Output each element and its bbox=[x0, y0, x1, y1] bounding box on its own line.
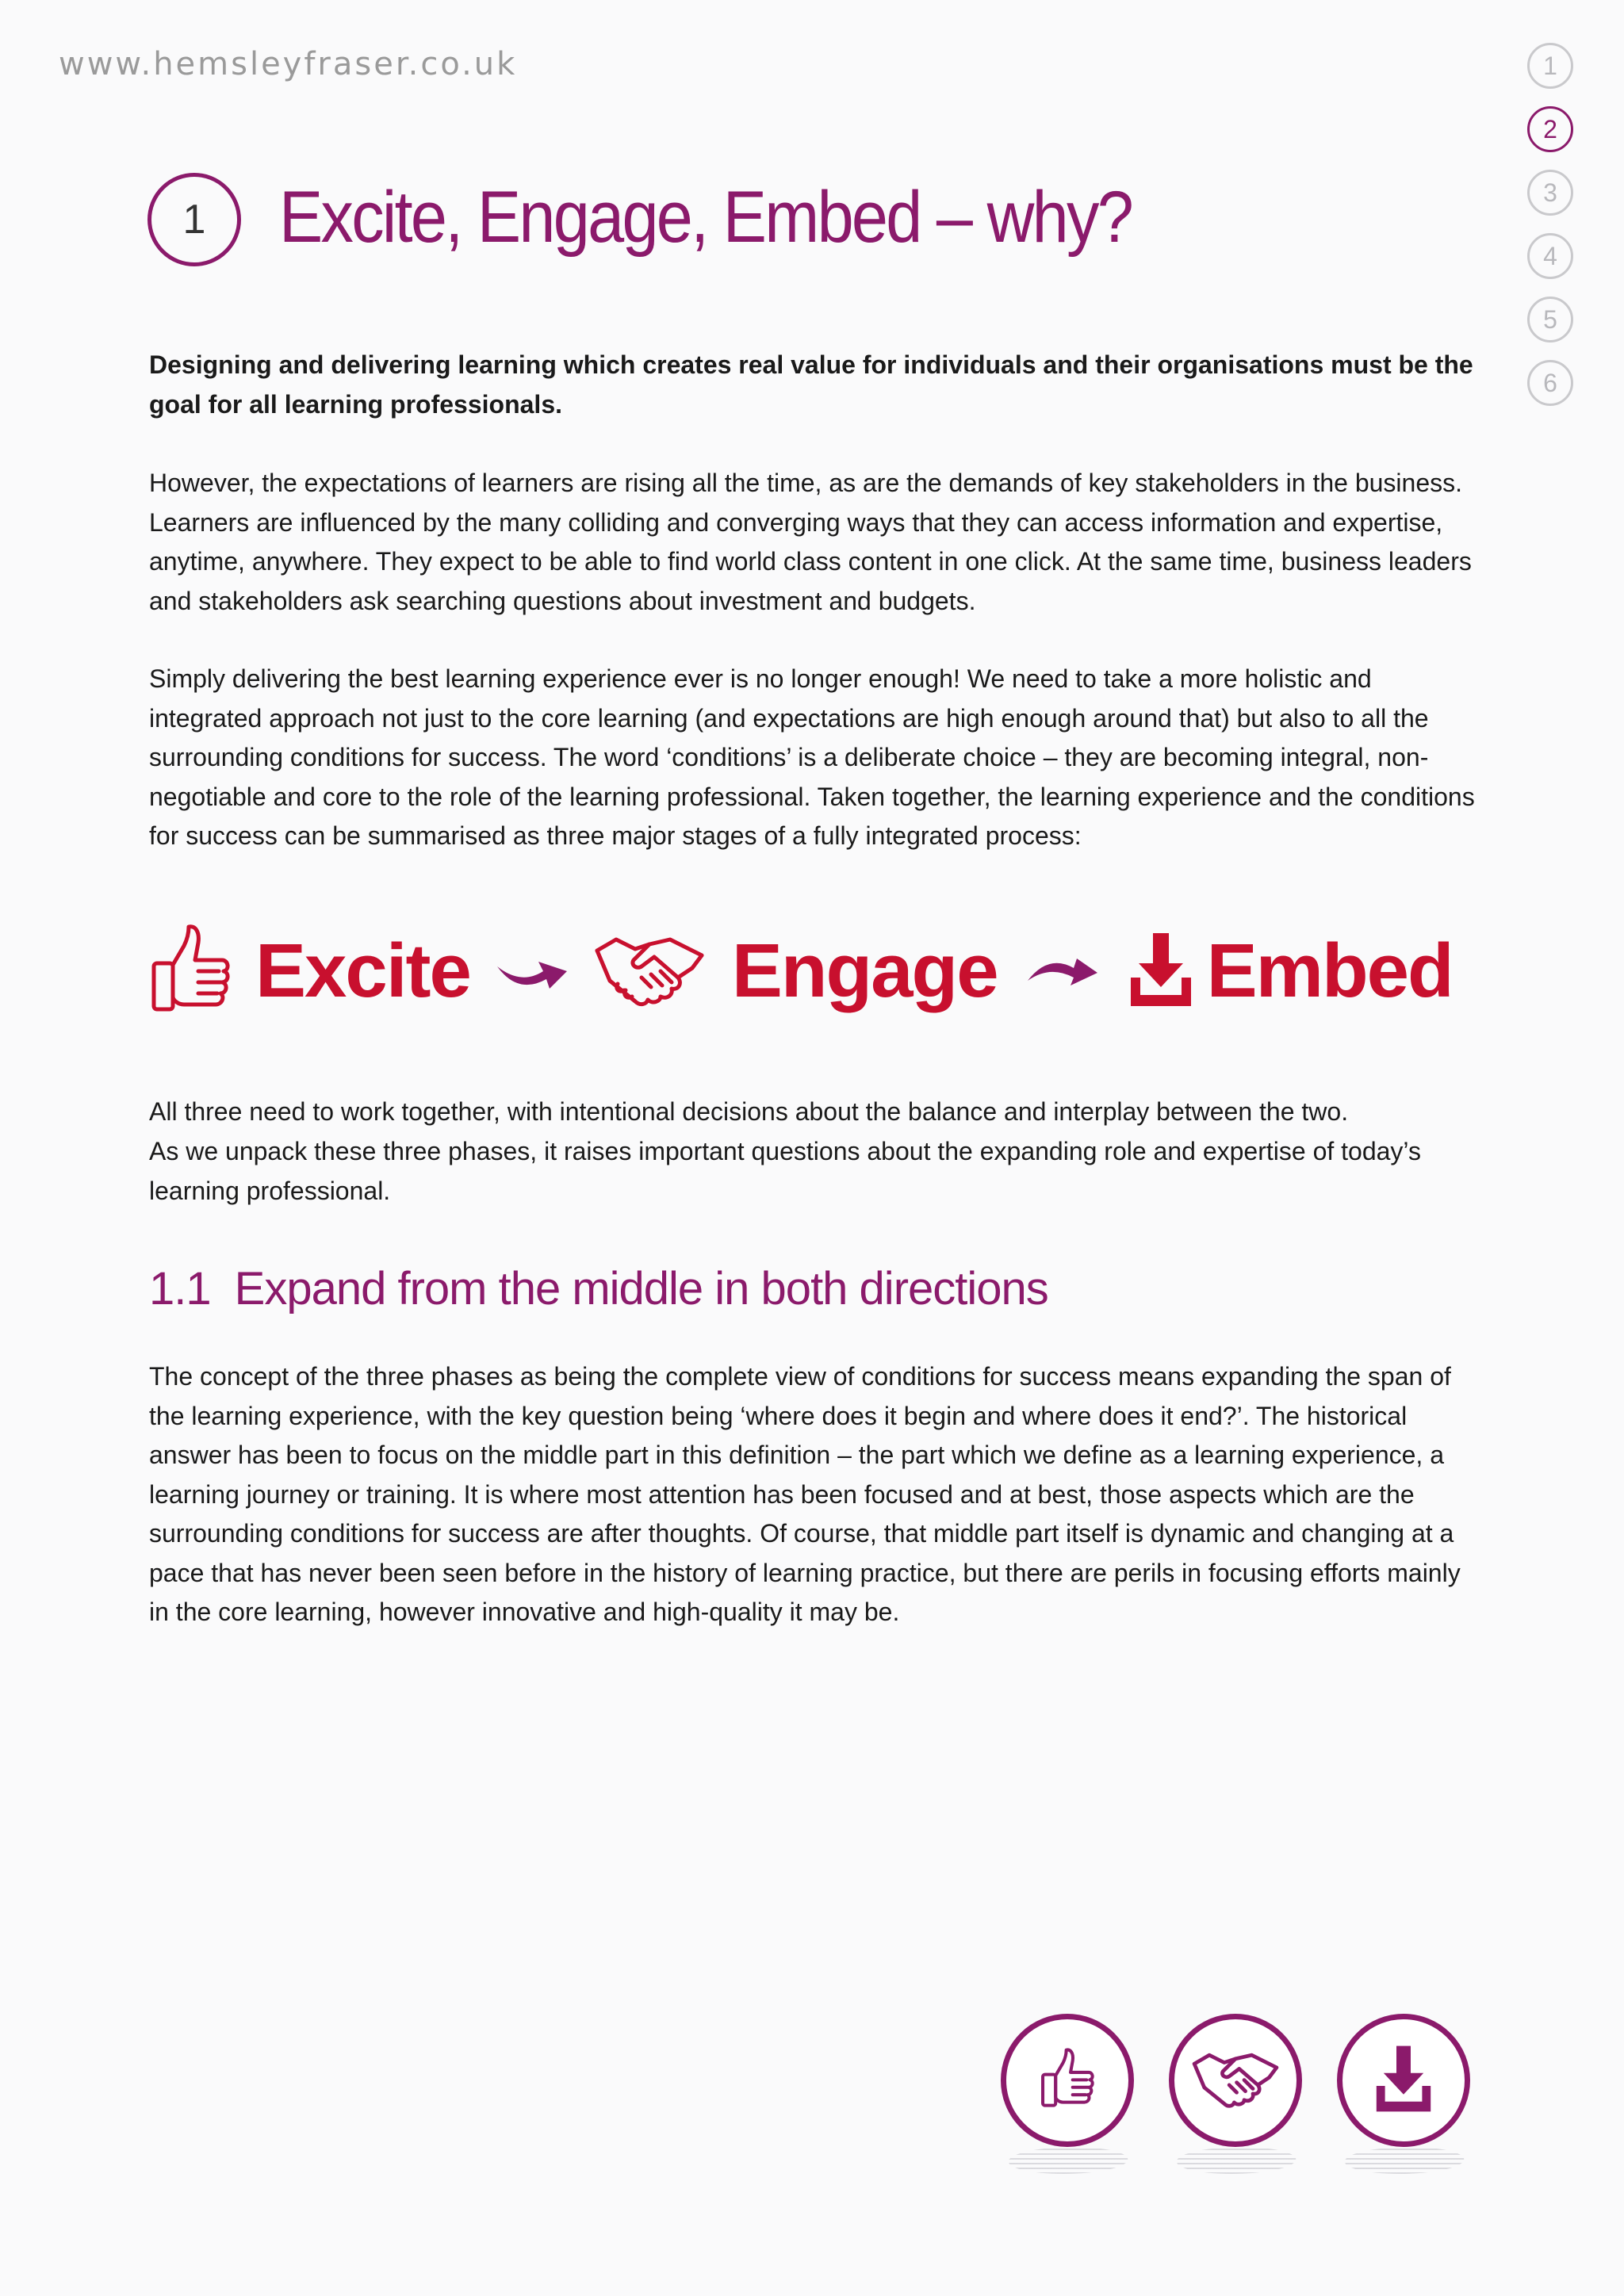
button-shadow bbox=[1004, 2147, 1132, 2174]
page-nav-6[interactable]: 6 bbox=[1527, 360, 1573, 406]
engage-nav-button[interactable] bbox=[1169, 2014, 1302, 2147]
arrow-right-icon bbox=[494, 949, 570, 994]
section-number-badge: 1 bbox=[147, 173, 241, 266]
subsection-number: 1.1 bbox=[149, 1263, 211, 1314]
page-nav-4[interactable]: 4 bbox=[1527, 233, 1573, 279]
body-paragraph-4: As we unpack these three phases, it raises important questions about the expanding role and expertise of today’s learning professional. bbox=[149, 1137, 1421, 1205]
thumbs-up-icon bbox=[1040, 2045, 1095, 2116]
subsection-title: Expand from the middle in both directions bbox=[234, 1263, 1048, 1314]
download-icon bbox=[1372, 2043, 1435, 2118]
page-nav-3[interactable]: 3 bbox=[1527, 170, 1573, 216]
page-nav-2[interactable]: 2 bbox=[1527, 106, 1573, 152]
embed-nav-button[interactable] bbox=[1337, 2014, 1470, 2147]
download-icon bbox=[1128, 930, 1194, 1013]
subsection-heading bbox=[149, 1262, 1048, 1315]
subsection-paragraph: The concept of the three phases as being the complete view of conditions for success means expanding the span of the learning experience, with the key question being ‘where does it begin and where does it end?’. The historical answer has been to focus on the middle part in this definition – the part which we define as a learning experience, a learning journey or training. It is where most attention has been focused and at best, those aspects which are the surrounding conditions for success are after thoughts. Of course, that middle part itself is dynamic and changing at a pace that has never been seen before in the history of learning practice, but there are perils in focusing efforts mainly in the core learning, however innovative and high-quality it may be. bbox=[149, 1362, 1461, 1626]
handshake-icon bbox=[1192, 2046, 1279, 2115]
page-navigation bbox=[1527, 43, 1580, 423]
flow-label-excite: Excite bbox=[255, 928, 470, 1013]
body-paragraph-3: All three need to work together, with intentional decisions about the balance and interplay between the two. bbox=[149, 1097, 1349, 1126]
site-url[interactable]: www.hemsleyfraser.co.uk bbox=[59, 46, 518, 82]
button-shadow bbox=[1340, 2147, 1469, 2174]
page-nav-5[interactable]: 5 bbox=[1527, 297, 1573, 342]
lead-paragraph: Designing and delivering learning which creates real value for individuals and their organisations must be the goal for all learning professionals. bbox=[149, 350, 1473, 419]
excite-nav-button[interactable] bbox=[1001, 2014, 1134, 2147]
page-title: Excite, Engage, Embed – why? bbox=[279, 177, 1132, 258]
handshake-icon bbox=[594, 928, 705, 1015]
bottom-section-nav bbox=[1001, 2014, 1492, 2180]
flow-label-embed: Embed bbox=[1206, 928, 1453, 1013]
body-paragraph-1: However, the expectations of learners are rising all the time, as are the demands of key stakeholders in the business. Learners are influenced by the many colliding and converging ways that they can access information and expertise, anytime, anywhere. They expect to be able to find world class content in one click. At the same time, business leaders and stakeholders ask searching questions about investment and budgets. bbox=[149, 469, 1472, 615]
thumbs-up-icon bbox=[149, 920, 232, 1023]
excite-engage-embed-flow bbox=[149, 912, 1453, 1031]
flow-label-engage: Engage bbox=[731, 928, 998, 1013]
body-paragraph-2: Simply delivering the best learning experience ever is no longer enough! We need to take a more holistic and integrated approach not just to the core learning (and expectations are high enough around that) but also to all the surrounding conditions for success. The word ‘conditions’ is a deliberate choice – they are becoming integral, non-negotiable and core to the role of the learning professional. Taken together, the learning experience and the conditions for success can be summarised as three major stages of a fully integrated process: bbox=[149, 664, 1475, 850]
page-nav-1[interactable]: 1 bbox=[1527, 43, 1573, 89]
arrow-right-icon bbox=[1025, 949, 1101, 994]
button-shadow bbox=[1172, 2147, 1300, 2174]
